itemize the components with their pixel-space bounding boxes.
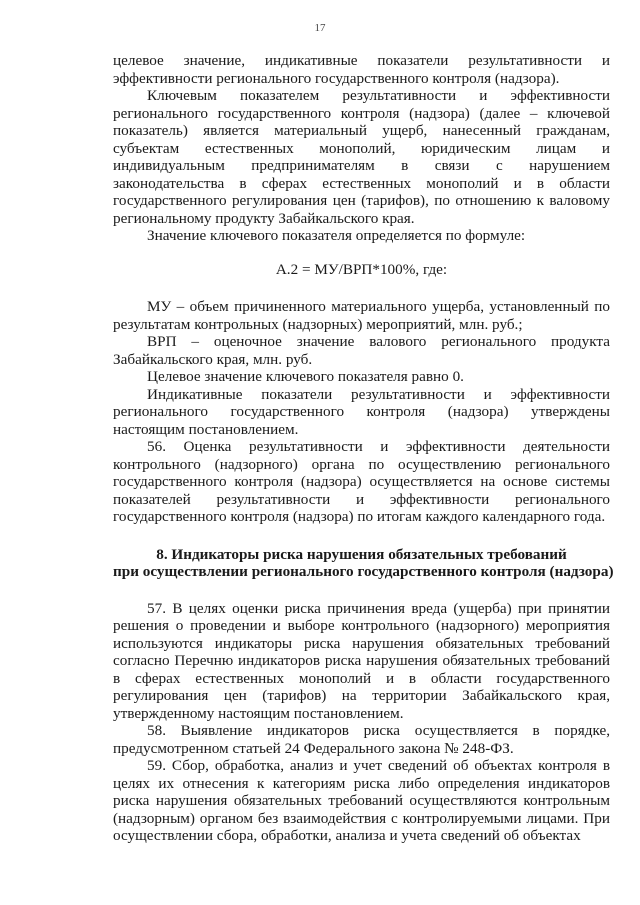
paragraph-continuation: целевое значение, индикативные показатели результативности и эффективности регионального государственного контроля (надзора). [113,52,610,87]
page-number: 17 [314,22,326,34]
paragraph-item-58: 58. Выявление индикаторов риска осуществляется в порядке, предусмотренном статьей 24 Федерального закона № 248-ФЗ. [113,722,610,757]
section-heading-line-2: при осуществлении регионального государственного контроля (надзора) [113,563,614,580]
section-heading-line-1: 8. Индикаторы риска нарушения обязательных требований [156,545,567,563]
document-body [113,52,614,845]
paragraph-indicative-indicators: Индикативные показатели результативности и эффективности регионального государственного контроля (надзора) утверждены настоящим постановлением. [113,385,610,438]
paragraph-item-59: 59. Сбор, обработка, анализ и учет сведений об объектах контроля в целях их отнесения к категориям риска либо определения индикаторов риска нарушения обязательных требований осуществляются контрольным (надзорным) органом без взаимодействия с контролируемыми лицами. При осуществлении сбора, обработки, анализа и учета сведений об объектах [113,757,610,844]
paragraph-vrp-definition: ВРП – оценочное значение валового регионального продукта Забайкальского края, млн. руб. [113,333,610,368]
section-heading [113,545,614,581]
paragraph-item-56: 56. Оценка результативности и эффективности деятельности контрольного (надзорного) органа по осуществлению регионального государственного контроля (надзора) осуществляется на основе системы показателей результативности и эффективности регионального государственного контроля (надзора) по итогам каждого календарного года. [113,438,610,525]
paragraph-key-indicator: Ключевым показателем результативности и эффективности регионального государственного контроля (надзора) (далее – ключевой показатель) является материальный ущерб, нанесенный гражданам, субъектам естественных монополий, юридическим лицам и индивидуальным предпринимателям в связи с нарушением законодательства в сферах естественных монополий и в области государственного регулирования цен (тарифов), по отношению к валовому региональному продукту Забайкальского края. [113,87,610,227]
formula: А.2 = МУ/ВРП*100%, где: [275,260,448,278]
paragraph-formula-intro: Значение ключевого показателя определяется по формуле: [147,227,526,244]
paragraph-mu-definition: МУ – объем причиненного материального ущерба, установленный по результатам контрольных (надзорных) мероприятий, млн. руб.; [113,298,610,333]
paragraph-target-value: Целевое значение ключевого показателя равно 0. [147,368,464,385]
paragraph-item-57: 57. В целях оценки риска причинения вреда (ущерба) при принятии решения о проведении и выборе контрольного (надзорного) мероприятия используются индикаторы риска нарушения обязательных требований согласно Перечню индикаторов риска нарушения обязательных требований в сферах естественных монополий и в области государственного регулирования цен (тарифов) на территории Забайкальского края, утвержденному настоящим постановлением. [113,599,610,722]
